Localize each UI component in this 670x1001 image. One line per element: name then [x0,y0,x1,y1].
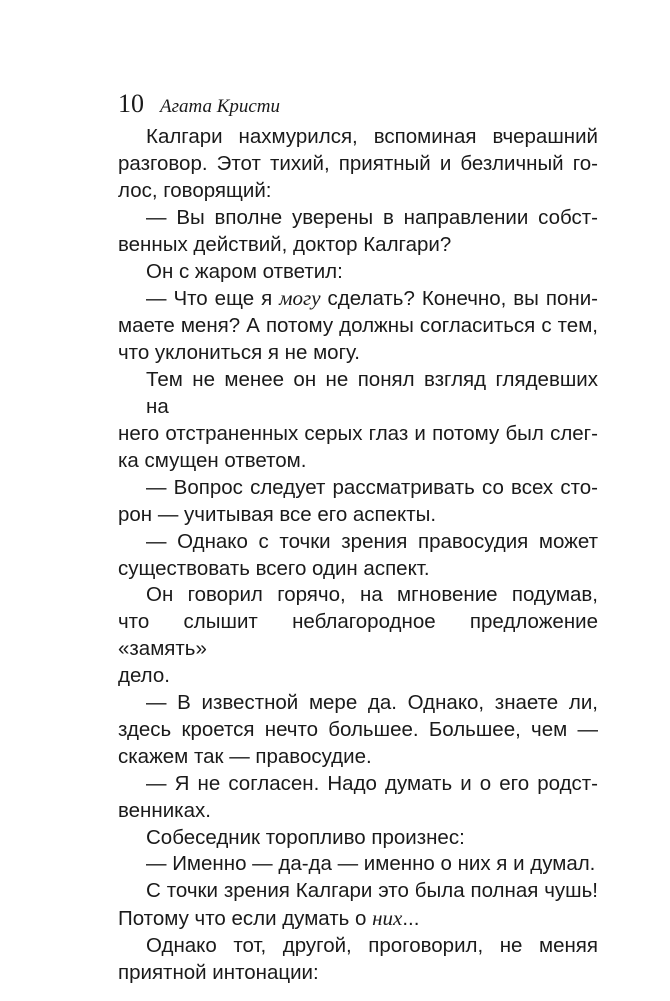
paragraph [118,878,598,933]
text-segment: — Именно — да-да — именно о них я и думал. [146,852,596,876]
text-segment: дело. [118,664,170,688]
text-line [118,851,598,878]
text-line [118,717,598,744]
text-line [118,124,598,151]
page-number: 10 [118,89,144,118]
paragraph [118,933,598,987]
paragraph [118,475,598,529]
text-line [118,313,598,340]
text-segment: Калгари нахмурился, вспоминая вчерашний [146,125,598,148]
text-line [118,232,598,259]
text-line [118,933,598,960]
text-segment: Он говорил горячо, на мгновение подумав, [146,583,598,607]
text-segment: рон — учитывая все его аспекты. [118,502,437,526]
paragraph [118,367,598,475]
text-segment: что уклониться я не могу. [118,341,360,365]
paragraph [118,205,598,259]
text-segment: — В известной мере да. Однако, знаете ли, [146,691,598,715]
text-line [118,205,598,232]
running-head: Агата Кристи [160,96,280,117]
text-segment: Собеседник торопливо произнес: [146,825,465,849]
text-line [118,529,598,556]
page-header [118,86,598,122]
text-segment: здесь кроется нечто большее. Большее, чем — [118,717,598,741]
paragraph [118,851,598,878]
text-segment: него отстраненных серых глаз и потому был слег- [118,421,598,445]
text-segment: скажем так — правосудие. [118,744,372,768]
text-line [118,151,598,178]
text-line [118,878,598,905]
text-line [118,825,598,852]
text-line [118,582,598,609]
paragraph [118,771,598,825]
text-segment: — Что еще я [146,287,280,311]
italic-text: них [372,906,403,931]
text-line [118,285,598,313]
text-segment: маете меня? А потому должны согласиться с тем, [118,314,598,338]
text-line [118,798,598,825]
text-line [118,771,598,798]
text-segment: — Вы вполне уверены в направлении собст- [146,205,598,229]
text-segment: — Вопрос следует рассматривать со всех сто- [146,475,598,499]
body-text [118,124,598,987]
text-segment: разговор. Этот тихий, приятный и безличный го- [118,151,598,175]
text-line [118,340,598,367]
text-segment: венниках. [118,798,211,822]
text-segment: Однако тот, другой, проговорил, не меняя [146,934,598,958]
text-line [118,609,598,663]
text-line [118,259,598,286]
text-line [118,178,598,205]
text-segment: существовать всего один аспект. [118,556,430,580]
text-line [118,690,598,717]
text-segment: приятной интонации: [118,961,319,985]
text-segment: Потому что если думать о [118,907,373,931]
text-line [118,663,598,690]
text-segment: — Однако с точки зрения правосудия может [146,529,598,553]
paragraph [118,825,598,852]
text-line [118,475,598,502]
text-segment: Тем не менее он не понял взгляд глядевших на [146,368,598,419]
text-segment: — Я не согласен. Надо думать и о его родст- [146,771,598,795]
paragraph [118,124,598,205]
text-line [118,448,598,475]
paragraph [118,259,598,286]
text-segment: ка смущен ответом. [118,448,307,472]
text-segment: венных действий, доктор Калгари? [118,232,452,256]
text-line [118,556,598,583]
text-line [118,905,598,933]
text-segment: что слышит неблагородное предложение «замять» [118,610,598,661]
text-segment: лос, говорящий: [118,178,272,202]
text-segment: сделать? Конечно, вы пони- [320,287,598,311]
paragraph [118,582,598,690]
paragraph [118,690,598,771]
paragraph [118,529,598,583]
text-line [118,421,598,448]
text-line [118,960,598,987]
text-segment: С точки зрения Калгари это была полная чушь! [146,879,598,903]
text-line [118,502,598,529]
text-segment: ... [402,907,420,931]
text-segment: Он с жаром ответил: [146,259,343,283]
italic-text: могу [279,286,321,311]
text-line [118,744,598,771]
text-line [118,367,598,421]
paragraph [118,285,598,367]
